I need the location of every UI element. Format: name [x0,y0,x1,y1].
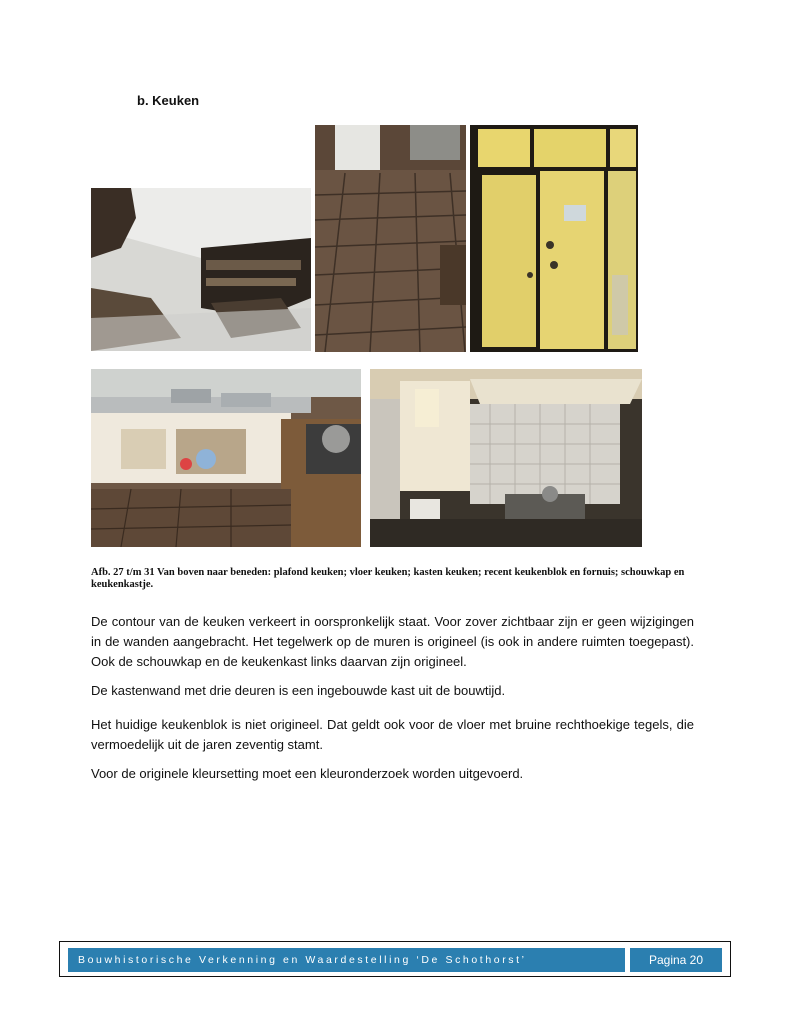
section-heading: b. Keuken [137,93,200,108]
page-number: Pagina 20 [630,948,722,972]
paragraph-kitchen-block: Het huidige keukenblok is niet origineel. Dat geldt ook voor de vloer met bruine rechthoekige tegels, die vermoedelijk uit de jaren zeventig stamt. [91,717,694,752]
footer-title: Bouwhistorische Verkenning en Waardestelling ‘De Schothorst’ [68,948,625,972]
photo-chimney-hood [370,369,642,547]
paragraph-cupboard-wall: De kastenwand met drie deuren is een ingebouwde kast uit de bouwtijd. [91,683,506,698]
photo-ceiling [91,188,311,351]
photo-floor [315,125,466,352]
figure-caption: Afb. 27 t/m 31 Van boven naar beneden: plafond keuken; vloer keuken; kasten keuken; recent keukenblok en fornuis; schouwkap en keukenkastje. [91,567,685,590]
paragraph-color-research: Voor de originele kleursetting moet een kleuronderzoek worden uitgevoerd. [91,766,524,781]
photo-cupboards [470,125,638,352]
paragraph-contour: De contour van de keuken verkeert in oorspronkelijk staat. Voor zover zichtbaar zijn er geen wijzigingen in de wanden aangebracht. Het tegelwerk op de muren is origineel (is ook in andere ruimten toegepast). Ook de schouwkap en de keukenkast links daarvan zijn origineel. [91,614,694,669]
photo-kitchen-block [91,369,361,547]
